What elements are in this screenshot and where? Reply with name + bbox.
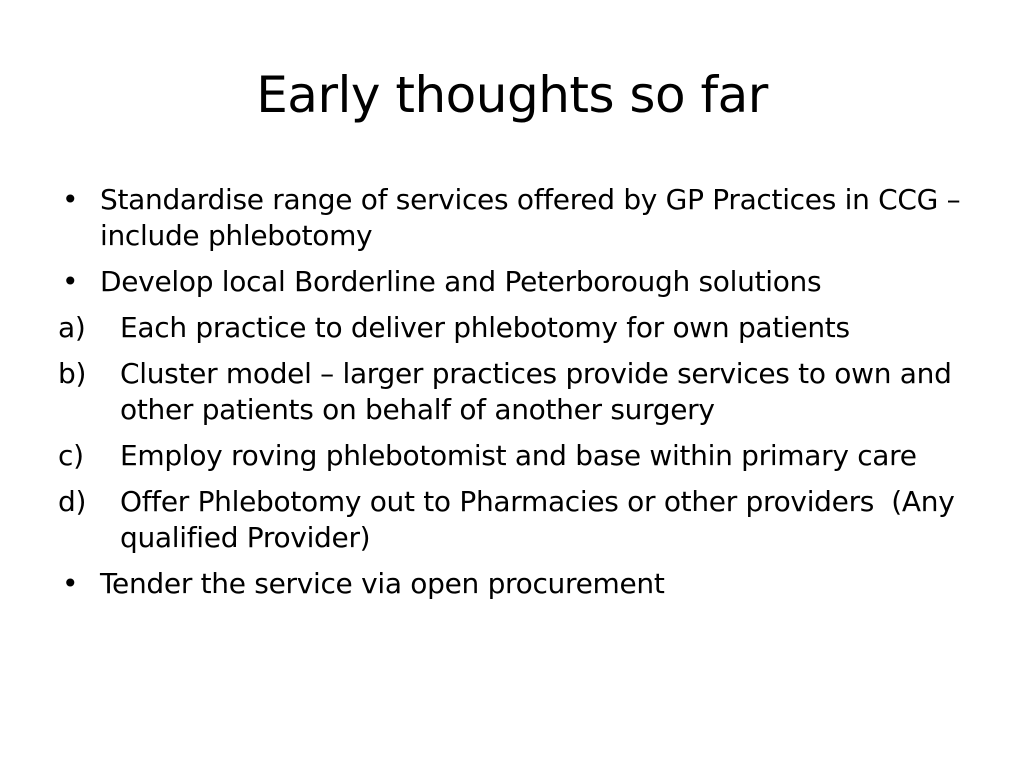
- list-item-text: Each practice to deliver phlebotomy for own patients: [120, 311, 850, 344]
- bullet-marker: •: [62, 265, 79, 298]
- letter-marker: d): [58, 485, 87, 518]
- list-item: [58, 356, 988, 428]
- list-item-text: Tender the service via open procurement: [100, 567, 665, 600]
- slide-title: Early thoughts so far: [256, 66, 768, 124]
- list-item: [58, 566, 988, 602]
- list-item: [58, 484, 988, 556]
- list-item: [58, 438, 988, 474]
- list-item-text: Standardise range of services offered by GP Practices in CCG – include phlebotomy: [100, 183, 961, 252]
- letter-marker: b): [58, 357, 87, 390]
- slide-body: [58, 182, 988, 612]
- list-item: [58, 310, 988, 346]
- list-item-text: Offer Phlebotomy out to Pharmacies or other providers (Any qualified Provider): [120, 485, 964, 554]
- letter-marker: c): [58, 439, 84, 472]
- bullet-marker: •: [62, 183, 79, 216]
- list-item-text: Employ roving phlebotomist and base within primary care: [120, 439, 917, 472]
- list-item: [58, 182, 988, 254]
- bullet-marker: •: [62, 567, 79, 600]
- list-item-text: Cluster model – larger practices provide services to own and other patients on behalf of another surgery: [120, 357, 952, 426]
- list-item: [58, 264, 988, 300]
- list-item-text: Develop local Borderline and Peterborough solutions: [100, 265, 822, 298]
- letter-marker: a): [58, 311, 86, 344]
